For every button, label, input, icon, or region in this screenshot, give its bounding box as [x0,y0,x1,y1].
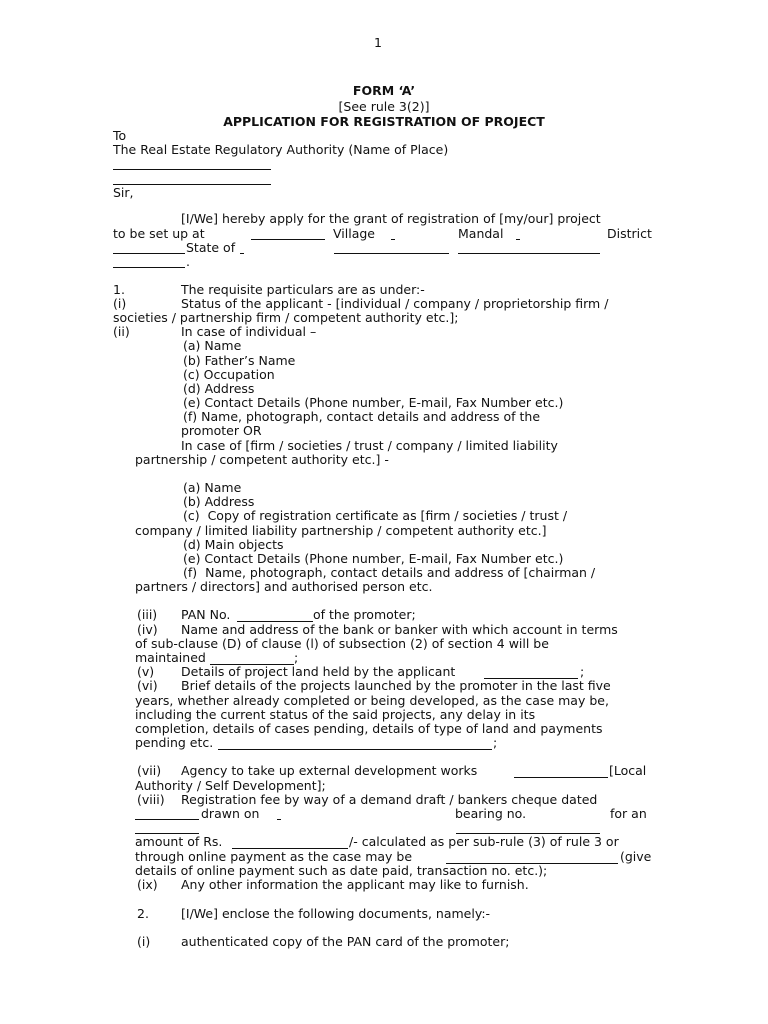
item-vi-line-2: years, whether already completed or being developed, as the case may be, [135,693,609,708]
to-label: To [113,128,127,143]
item-viii-number: (viii) [137,792,165,807]
item-i-number: (i) [113,296,127,311]
item-v-number: (v) [137,664,155,679]
item-iv-line-3: maintained [135,650,206,665]
page-number: 1 [374,35,382,50]
pan-label: PAN No. [181,607,231,622]
item-vi-line-4: completion, details of cases pending, details of type of land and payments [135,721,603,736]
firm-c-2: company / limited liability partnership / competent authority etc.] [135,523,547,538]
item-vi-end: ; [493,735,498,750]
item-vi-line-5: pending etc. [135,735,214,750]
salutation: Sir, [113,185,134,200]
item-vii-number: (vii) [137,763,162,778]
item-viii-details: details of online payment such as date paid, transaction no. etc.); [135,863,548,878]
item-ii-text: In case of individual – [181,324,317,339]
individual-b: (b) Father’s Name [183,353,296,368]
place-blank [251,228,325,240]
item-viii-drawn: drawn on [201,806,260,821]
state-blank [240,242,244,254]
firm-f-1: (f) Name, photograph, contact details and address of [chairman / [183,565,596,580]
item-vi-number: (vi) [137,678,158,693]
section-2-item-i-number: (i) [137,934,151,949]
rule-reference: [See rule 3(2)] [338,99,430,114]
item-iii-number: (iii) [137,607,158,622]
firm-c-1: (c) Copy of registration certificate as [firm / societies / trust / [183,508,568,523]
firm-case-line-1: In case of [firm / societies / trust / company / limited liability [181,438,558,453]
item-v-text: Details of project land held by the applicant [181,664,456,679]
firm-a: (a) Name [183,480,242,495]
agency-blank [514,766,608,778]
item-iv-end: ; [294,650,299,665]
section-2-item-i-text: authenticated copy of the PAN card of the promoter; [181,934,510,949]
item-iv-number: (iv) [137,622,158,637]
section-1-heading: The requisite particulars are as under:- [181,282,425,297]
item-viii-calc: /- calculated as per sub-rule (3) of rule 3 or [349,834,619,849]
state-name-blank [113,256,185,268]
item-iv-line-1: Name and address of the bank or banker with which account in terms [181,622,618,637]
section-1-number: 1. [113,282,125,297]
village-blank [391,228,395,240]
intro-to-be: to be set up at [113,226,205,241]
item-ii-number: (ii) [113,324,130,339]
item-viii-through: through online payment as the case may be [135,849,413,864]
item-vii-end: [Local [609,763,647,778]
mandal-blank [516,228,520,240]
amount-blank [232,837,348,849]
firm-b: (b) Address [183,494,255,509]
form-title: APPLICATION FOR REGISTRATION OF PROJECT [223,114,545,129]
village-name-blank [334,242,449,254]
item-i-line-1: Status of the applicant - [individual / company / proprietorship firm / [181,296,609,311]
form-heading: FORM ‘A’ [352,83,416,98]
address-blank-line-1 [113,158,271,170]
item-vii-text: Agency to take up external development works [181,763,478,778]
intro-district: District [607,226,652,241]
item-vii-line-2: Authority / Self Development]; [135,778,326,793]
pan-blank [237,610,313,622]
item-iv-line-2: of sub-clause (D) of clause (l) of subsection (2) of section 4 will be [135,636,549,651]
item-ix-text: Any other information the applicant may like to furnish. [181,877,529,892]
item-v-end: ; [580,664,585,679]
individual-f-1: (f) Name, photograph, contact details and address of the [183,409,541,424]
intro-line-1: [I/We] hereby apply for the grant of registration of [my/our] project [181,211,601,226]
section-2-heading: [I/We] enclose the following documents, namely:- [181,906,491,921]
item-vi-line-1: Brief details of the projects launched by the promoter in the last five [181,678,611,693]
drawn-blank [277,808,281,820]
item-ix-number: (ix) [137,877,158,892]
intro-state-of: State of [186,240,236,255]
firm-case-line-2: partnership / competent authority etc.] - [135,452,389,467]
item-viii-for-an: for an [610,806,647,821]
intro-mandal: Mandal [458,226,504,241]
intro-end: . [186,254,190,269]
address-blank-line-2 [113,173,271,185]
district-blank [113,242,185,254]
individual-a: (a) Name [183,338,242,353]
date-blank [135,808,199,820]
item-viii-amount: amount of Rs. [135,834,223,849]
authority-name: The Real Estate Regulatory Authority (Name of Place) [113,142,449,157]
firm-e: (e) Contact Details (Phone number, E-mail, Fax Number etc.) [183,551,564,566]
projects-blank [218,738,492,750]
cheque-number-blank [456,822,600,834]
individual-e: (e) Contact Details (Phone number, E-mail, Fax Number etc.) [183,395,564,410]
firm-d: (d) Main objects [183,537,284,552]
item-viii-bearing: bearing no. [455,806,527,821]
firm-f-2: partners / directors] and authorised person etc. [135,579,433,594]
item-viii-give: (give [620,849,652,864]
section-2-number: 2. [137,906,149,921]
individual-c: (c) Occupation [183,367,275,382]
pan-suffix: of the promoter; [313,607,416,622]
individual-f-2: promoter OR [181,423,262,438]
mandal-name-blank [458,242,600,254]
individual-d: (d) Address [183,381,255,396]
bank-name-blank [135,822,199,834]
item-vi-line-3: including the current status of the said projects, any delay in its [135,707,536,722]
item-i-line-2: societies / partnership firm / competent authority etc.]; [113,310,459,325]
intro-village: Village [333,226,375,241]
item-viii-line-1: Registration fee by way of a demand draft / bankers cheque dated [181,792,598,807]
